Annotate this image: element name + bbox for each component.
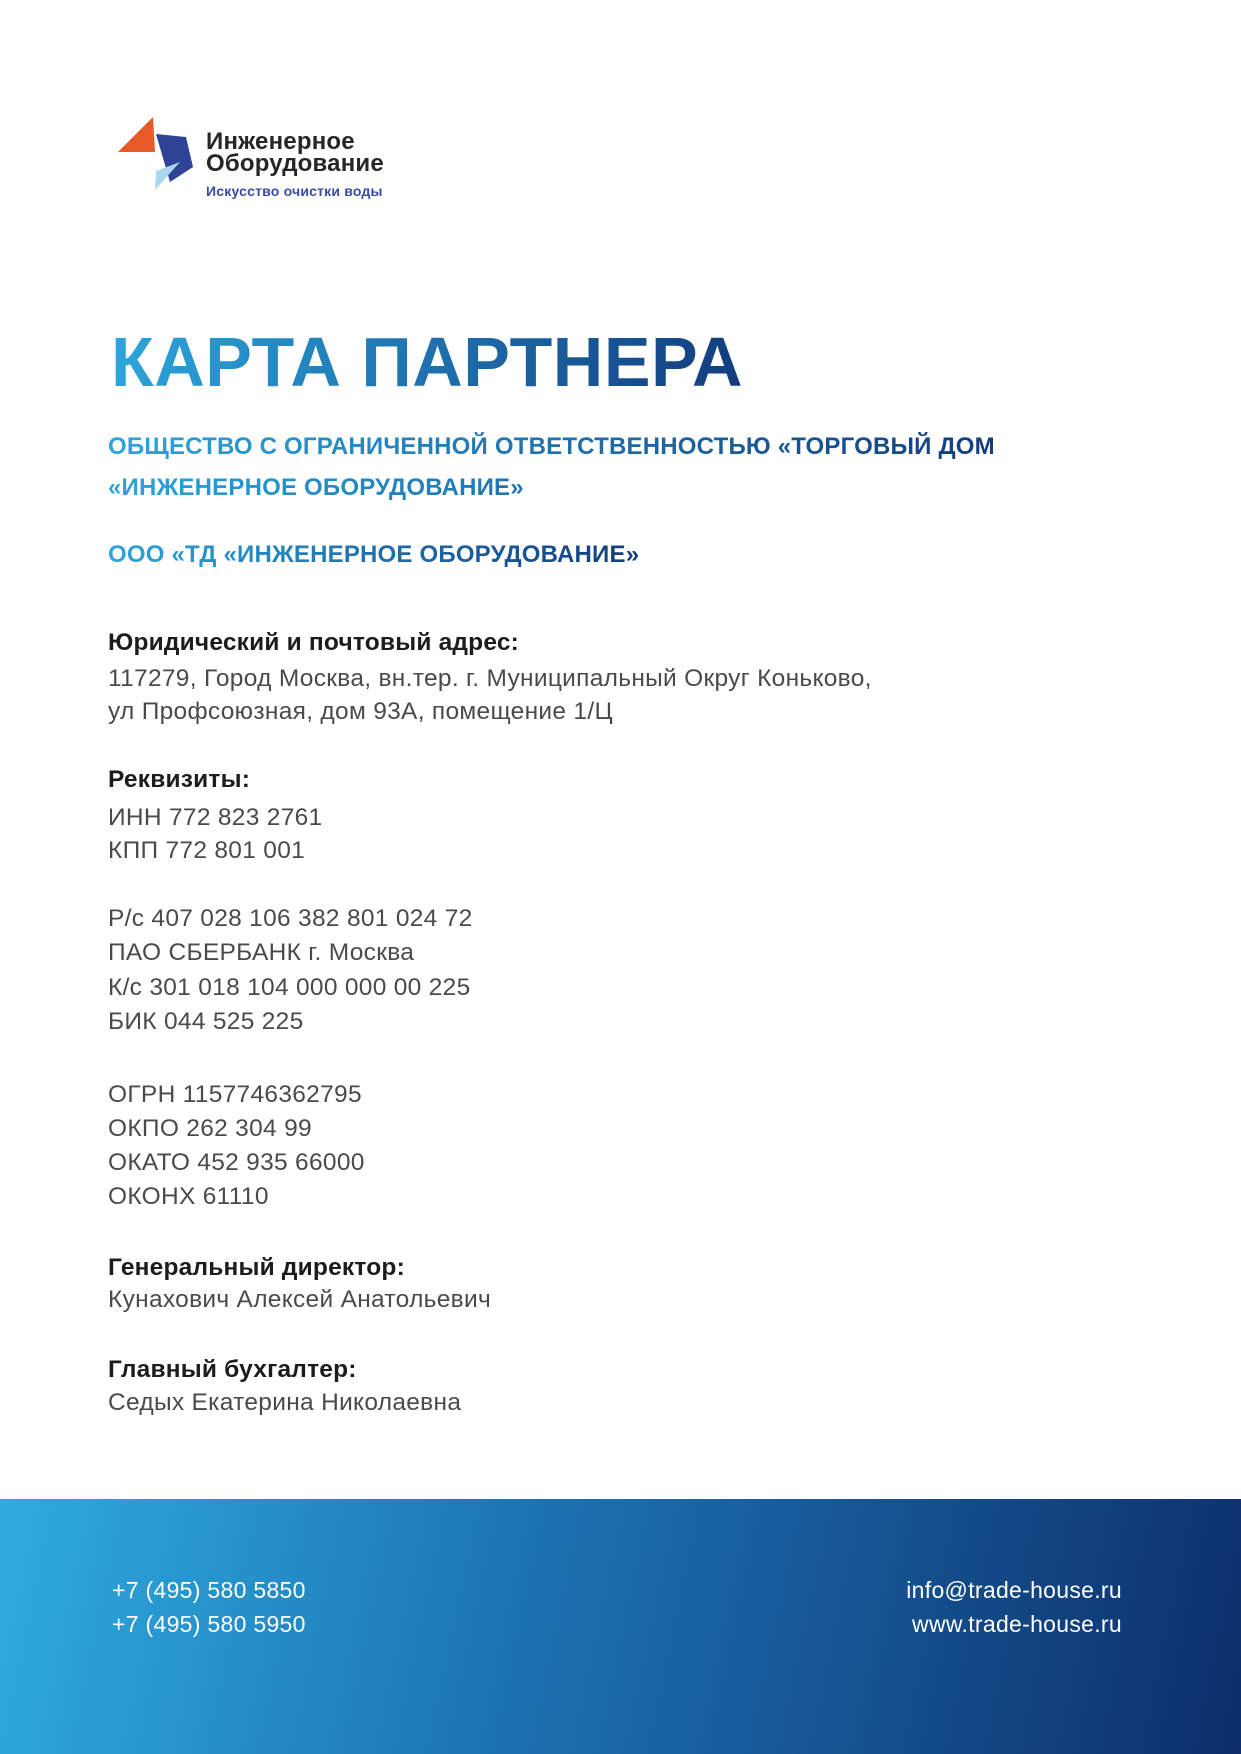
logo-tagline: Искусство очистки воды	[206, 183, 383, 199]
requisite-corr-account: К/с 301 018 104 000 000 00 225	[108, 973, 471, 1001]
company-full-name-line1: ОБЩЕСТВО С ОГРАНИЧЕННОЙ ОТВЕТСТВЕННОСТЬЮ «ТОРГОВЫЙ ДОМ	[108, 433, 995, 460]
director-name: Кунахович Алексей Анатольевич	[108, 1286, 492, 1313]
requisite-bik: БИК 044 525 225	[108, 1007, 304, 1035]
requisite-okonh: ОКОНХ 61110	[108, 1183, 269, 1210]
requisites-tax-block	[108, 801, 322, 867]
accountant-heading: Главный бухгалтер:	[108, 1356, 357, 1383]
company-short-name: ООО «ТД «ИНЖЕНЕРНОЕ ОБОРУДОВАНИЕ»	[108, 538, 639, 571]
footer-contact-band	[0, 1499, 1241, 1754]
footer-links	[906, 1573, 1122, 1641]
address-block	[108, 663, 872, 728]
logo-text	[206, 128, 384, 199]
requisite-okato: ОКАТО 452 935 66000	[108, 1149, 365, 1176]
footer-email-link[interactable]: info@trade-house.ru	[906, 1577, 1122, 1603]
requisite-inn: ИНН 772 823 2761	[108, 804, 323, 831]
page-title: КАРТА ПАРТНЕРА	[111, 323, 744, 401]
footer-phone-2: +7 (495) 580 5950	[112, 1611, 306, 1637]
requisite-okpo: ОКПО 262 304 99	[108, 1115, 312, 1142]
requisites-codes-block	[108, 1078, 365, 1214]
footer-phone-1: +7 (495) 580 5850	[112, 1577, 306, 1603]
requisite-account: Р/с 407 028 106 382 801 024 72	[108, 905, 473, 932]
requisites-heading: Реквизиты:	[108, 766, 251, 793]
address-heading: Юридический и почтовый адрес:	[108, 629, 520, 656]
address-line1: 117279, Город Москва, вн.тер. г. Муниципальный Округ Коньково,	[108, 665, 872, 692]
footer-phones	[112, 1573, 306, 1641]
footer-website-link[interactable]: www.trade-house.ru	[912, 1611, 1122, 1637]
director-heading: Генеральный директор:	[108, 1254, 405, 1281]
company-full-name-line2: «ИНЖЕНЕРНОЕ ОБОРУДОВАНИЕ»	[108, 474, 524, 501]
logo-title-line2: Оборудование	[206, 150, 384, 177]
company-logo-icon	[115, 116, 193, 191]
requisite-bank: ПАО СБЕРБАНК г. Москва	[108, 939, 415, 967]
requisite-kpp: КПП 772 801 001	[108, 837, 306, 864]
address-line2: ул Профсоюзная, дом 93А, помещение 1/Ц	[108, 697, 613, 725]
requisites-bank-block	[108, 902, 473, 1039]
company-full-name	[108, 426, 995, 508]
logo-title-line1: Инженерное	[206, 128, 355, 155]
requisite-ogrn: ОГРН 1157746362795	[108, 1081, 362, 1108]
accountant-name: Седых Екатерина Николаевна	[108, 1389, 462, 1416]
